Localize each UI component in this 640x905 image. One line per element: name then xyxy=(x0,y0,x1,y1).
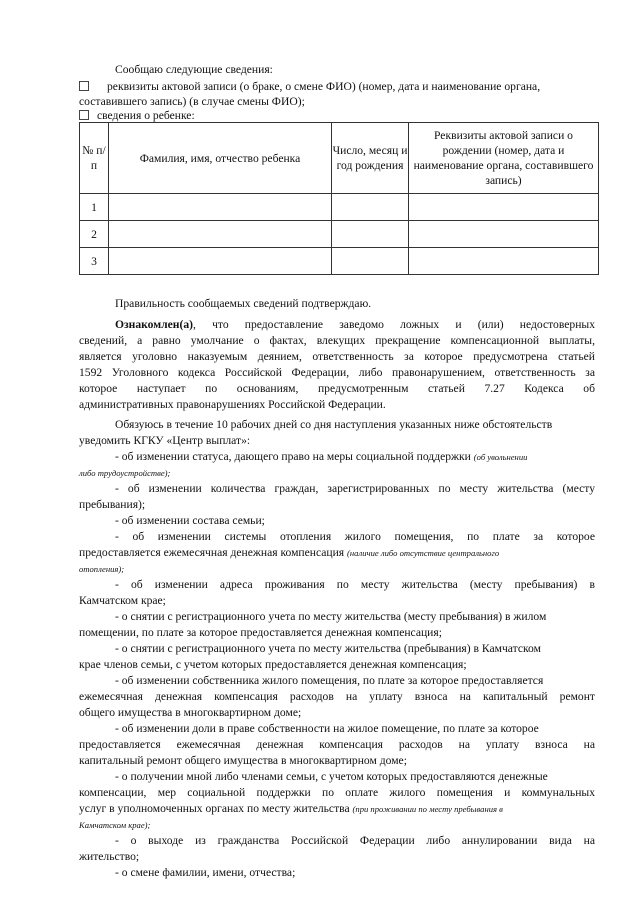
name-cell[interactable] xyxy=(109,248,332,275)
list-item xyxy=(115,449,595,465)
list-item: - о снятии с регистрационного учета по месту жительства (пребывания) в Камчатском xyxy=(115,642,541,655)
name-cell[interactable] xyxy=(109,194,332,221)
birth-record-cell[interactable] xyxy=(409,248,599,275)
list-item-cont: жительство; xyxy=(79,850,140,863)
confirm-text: Правильность сообщаемых сведений подтверждаю. xyxy=(115,297,372,310)
birth-date-cell[interactable] xyxy=(332,221,409,248)
intro-text: Сообщаю следующие сведения: xyxy=(115,63,273,76)
aware-line: является уголовно наказуемым деянием, ответственность за которое предусмотрена статьей xyxy=(79,350,595,363)
item-note-cont: отопления); xyxy=(79,564,125,574)
list-item-cont: пребывания); xyxy=(79,498,146,511)
list-item-cont xyxy=(79,801,595,817)
row-number: 2 xyxy=(80,221,109,248)
list-item: - о выходе из гражданства Российской Федерации либо аннулировании вида на xyxy=(115,834,595,847)
birth-record-cell[interactable] xyxy=(409,194,599,221)
item-text: - об изменении статуса, дающего право на меры социальной поддержки xyxy=(115,450,471,463)
header-number: № п/п xyxy=(80,123,109,194)
child-info-checkbox[interactable] xyxy=(79,110,89,120)
marriage-record-checkbox[interactable] xyxy=(79,81,89,91)
aware-rest: , что предоставление заведомо ложных и (или) недостоверных xyxy=(193,318,595,331)
item-text: предоставляется ежемесячная денежная компенсация xyxy=(79,546,345,559)
item-note: (об увольнении xyxy=(473,452,528,462)
oblige-text-cont: уведомить КГКУ «Центр выплат»: xyxy=(79,434,251,447)
list-item-cont: общего имущества в многоквартирном доме; xyxy=(79,706,302,719)
list-item: - об изменении доли в праве собственности на жилое помещение, по плате за которое xyxy=(115,722,539,735)
aware-line: которое наступает по основаниям, предусмотренным статьей 7.27 Кодекса об xyxy=(79,382,595,395)
oblige-text: Обязуюсь в течение 10 рабочих дней со дня наступления указанных ниже обстоятельств xyxy=(115,418,553,431)
birth-date-cell[interactable] xyxy=(332,248,409,275)
table-row xyxy=(80,221,599,248)
item-text: услуг в уполномоченных органах по месту жительства xyxy=(79,802,350,815)
aware-bold: Ознакомлен(а) xyxy=(115,318,194,331)
child-info-label: сведения о ребенке: xyxy=(97,109,195,122)
list-item: - о получении мной либо членами семьи, с учетом которых предоставляются денежные xyxy=(115,770,548,783)
aware-line: 1592 Уголовного кодекса Российской Федерации, либо правонарушением, ответственность за xyxy=(79,366,595,379)
list-item-cont: Камчатском крае; xyxy=(79,594,166,607)
header-full-name: Фамилия, имя, отчество ребенка xyxy=(109,123,332,194)
marriage-record-label-cont: составившего запись) (в случае смены ФИО); xyxy=(79,95,305,108)
list-item-cont: ежемесячная денежная компенсация расходов на уплату взноса на капитальный ремонт xyxy=(79,690,595,703)
list-item-cont xyxy=(79,545,595,561)
item-note: (при проживании по месту пребывания в xyxy=(352,804,503,814)
aware-line: сведений, а равно умолчание о фактах, влекущих прекращение компенсационной выплаты, xyxy=(79,334,595,347)
list-item-cont: предоставляется ежемесячная денежная компенсация расходов на уплату взноса на xyxy=(79,738,595,751)
birth-record-cell[interactable] xyxy=(409,221,599,248)
list-item: - об изменении адреса проживания по месту жительства (месту пребывания) в xyxy=(115,578,595,591)
list-item-cont: капитальный ремонт общего имущества в многоквартирном доме; xyxy=(79,754,407,767)
list-item: - об изменении собственника жилого помещения, по плате за которое предоставляется xyxy=(115,674,544,687)
table-row xyxy=(80,194,599,221)
header-birth-date: Число, месяц и год рождения xyxy=(332,123,409,194)
marriage-record-label: реквизиты актовой записи (о браке, о смене ФИО) (номер, дата и наименование органа, xyxy=(107,80,541,93)
list-item-cont: компенсации, мер социальной поддержки по оплате жилого помещения и коммунальных xyxy=(79,786,595,799)
name-cell[interactable] xyxy=(109,221,332,248)
list-item: - об изменении состава семьи; xyxy=(115,514,265,527)
aware-paragraph-first xyxy=(115,317,595,333)
item-note: (наличие либо отсутствие центрального xyxy=(347,548,500,558)
header-birth-record: Реквизиты актовой записи о рождении (номер, дата и наименование органа, составившего запись) xyxy=(409,123,599,194)
children-table xyxy=(79,122,599,275)
item-note-cont: либо трудоустройстве); xyxy=(79,468,171,478)
list-item: - об изменении системы отопления жилого помещения, по плате за которое xyxy=(115,530,595,543)
list-item: - о снятии с регистрационного учета по месту жительства (месту пребывания) в жилом xyxy=(115,610,547,623)
list-item-cont: крае членов семьи, с учетом которых предоставляется денежная компенсация; xyxy=(79,658,467,671)
table-row xyxy=(80,248,599,275)
checkbox-marriage-record-row xyxy=(79,79,595,95)
list-item: - об изменении количества граждан, зарегистрированных по месту жительства (месту xyxy=(115,482,595,495)
list-item-cont: помещении, по плате за которое предоставляется денежная компенсация; xyxy=(79,626,442,639)
table-header-row xyxy=(80,123,599,194)
row-number: 1 xyxy=(80,194,109,221)
row-number: 3 xyxy=(80,248,109,275)
aware-line: административных правонарушениях Российской Федерации. xyxy=(79,398,386,411)
item-note-cont: Камчатском крае); xyxy=(79,820,151,830)
birth-date-cell[interactable] xyxy=(332,194,409,221)
list-item: - о смене фамилии, имени, отчества; xyxy=(115,866,296,879)
